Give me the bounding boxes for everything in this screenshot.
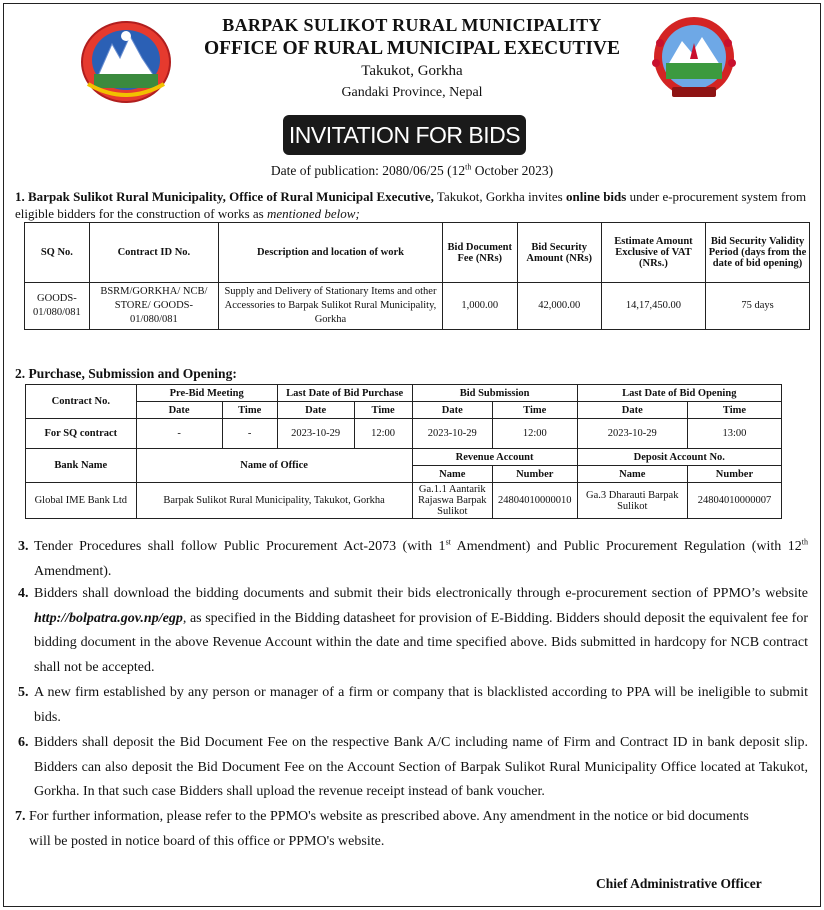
table-header: SQ No. bbox=[25, 223, 90, 283]
paragraph-5: 5. A new firm established by any person or manager of a firm or company that is blacklisted according to PPA will be ineligible to submit bids. bbox=[18, 685, 808, 725]
table-row bbox=[25, 283, 810, 330]
table-cell: For SQ contract bbox=[26, 419, 137, 449]
table-header: Date bbox=[136, 402, 222, 419]
table-cell: - bbox=[136, 419, 222, 449]
table-header: Time bbox=[354, 402, 412, 419]
table-cell: 2023-10-29 bbox=[412, 419, 492, 449]
table-cell: 42,000.00 bbox=[517, 283, 601, 330]
table-cell: 75 days bbox=[706, 283, 810, 330]
paragraph-1: 1. Barpak Sulikot Rural Municipality, Office of Rural Municipal Executive, Takukot, Gorkha invites online bids under e-procurement system from eligible bidders for the construction of works as mentioned below; bbox=[15, 189, 807, 221]
table-header: Bid Security Amount (NRs) bbox=[517, 223, 601, 283]
contract-table bbox=[24, 222, 810, 330]
table-row bbox=[26, 419, 782, 449]
notice-banner: INVITATION FOR BIDS bbox=[283, 115, 526, 155]
table-cell: 2023-10-29 bbox=[277, 419, 354, 449]
ppmo-link[interactable]: http://bolpatra.gov.np/egp bbox=[34, 610, 183, 626]
table-cell: Ga.1.1 Aantarik Rajaswa Barpak Sulikot bbox=[412, 483, 492, 519]
paragraph-4: 4. Bidders shall download the bidding documents and submit their bids electronically through e-procurement section of PPMO’s website http://bolpatra.gov.np/egp, as specified in the Bidding datasheet for provision of E-Bidding. Bidders should deposit the equivalent fee for bidding document in the above Revenue Account within the date and time specified above. Bids submitted in hardcopy for NCB contract shall not be accepted. bbox=[18, 586, 808, 675]
table-header: Description and location of work bbox=[218, 223, 442, 283]
table-cell: GOODS-01/080/081 bbox=[25, 283, 90, 330]
schedule-table bbox=[25, 384, 782, 519]
table-header: Bank Name bbox=[26, 449, 137, 483]
table-header: Time bbox=[687, 402, 781, 419]
table-cell: 24804010000007 bbox=[687, 483, 781, 519]
table-header: Estimate Amount Exclusive of VAT (NRs.) bbox=[601, 223, 705, 283]
table-cell: BSRM/GORKHA/ NCB/ STORE/ GOODS-01/080/081 bbox=[89, 283, 218, 330]
table-row bbox=[26, 483, 782, 519]
table-cell: Ga.3 Dharauti Barpak Sulikot bbox=[577, 483, 687, 519]
publication-date: Date of publication: 2080/06/25 (12th October 2023) bbox=[270, 162, 554, 178]
municipality-name: BARPAK SULIKOT RURAL MUNICIPALITY bbox=[222, 15, 602, 35]
table-header: Last Date of Bid Opening bbox=[577, 385, 781, 402]
table-header: Name bbox=[412, 466, 492, 483]
table-cell: Global IME Bank Ltd bbox=[26, 483, 137, 519]
table-cell: 2023-10-29 bbox=[577, 419, 687, 449]
office-name: OFFICE OF RURAL MUNICIPAL EXECUTIVE bbox=[203, 38, 621, 59]
table-cell: 24804010000010 bbox=[492, 483, 577, 519]
table-cell: 12:00 bbox=[492, 419, 577, 449]
table-header: Date bbox=[277, 402, 354, 419]
table-header: Name of Office bbox=[136, 449, 412, 483]
table-header: Contract ID No. bbox=[89, 223, 218, 283]
section-2-heading: 2. Purchase, Submission and Opening: bbox=[15, 366, 237, 381]
office-location: Takukot, Gorkha bbox=[361, 63, 463, 79]
table-header: Revenue Account bbox=[412, 449, 577, 466]
table-cell: 13:00 bbox=[687, 419, 781, 449]
table-cell: 14,17,450.00 bbox=[601, 283, 705, 330]
table-cell: 1,000.00 bbox=[442, 283, 517, 330]
table-header: Time bbox=[492, 402, 577, 419]
table-header: Pre-Bid Meeting bbox=[136, 385, 277, 402]
table-header: Name bbox=[577, 466, 687, 483]
table-header: Date bbox=[412, 402, 492, 419]
table-header: Deposit Account No. bbox=[577, 449, 781, 466]
table-cell: - bbox=[222, 419, 277, 449]
table-header: Time bbox=[222, 402, 277, 419]
paragraph-3: 3. Tender Procedures shall follow Public Procurement Act-2073 (with 1st Amendment) and Public Procurement Regulation (with 12th Amendment). bbox=[18, 537, 809, 579]
table-header: Contract No. bbox=[26, 385, 137, 419]
signatory-title: Chief Administrative Officer bbox=[596, 876, 762, 891]
table-header: Bid Submission bbox=[412, 385, 577, 402]
table-header: Bid Security Validity Period (days from the date of bid opening) bbox=[706, 223, 810, 283]
table-header: Bid Document Fee (NRs) bbox=[442, 223, 517, 283]
paragraph-7: 7. For further information, please refer to the PPMO's website as prescribed above. Any amendment in the notice or bid documents will be posted in notice board of this office or PPMO's website. bbox=[15, 809, 749, 849]
table-cell: 12:00 bbox=[354, 419, 412, 449]
table-header: Last Date of Bid Purchase bbox=[277, 385, 412, 402]
table-header: Date bbox=[577, 402, 687, 419]
paragraph-6: 6. Bidders shall deposit the Bid Document Fee on the respective Bank A/C including name of Firm and Contract ID in bank deposit slip. Bidders can also deposit the Bid Document Fee on the Account Section of Barpak Sulikot Rural Municipality Office located at Takukot, Gorkha. In that such case Bidders shall upload the revenue receipt instead of bank voucher. bbox=[18, 735, 808, 799]
office-province: Gandaki Province, Nepal bbox=[341, 85, 483, 100]
table-cell: Supply and Delivery of Stationary Items and other Accessories to Barpak Sulikot Rural Municipality, Gorkha bbox=[218, 283, 442, 330]
table-cell: Barpak Sulikot Rural Municipality, Takukot, Gorkha bbox=[136, 483, 412, 519]
table-header: Number bbox=[492, 466, 577, 483]
table-header: Number bbox=[687, 466, 781, 483]
